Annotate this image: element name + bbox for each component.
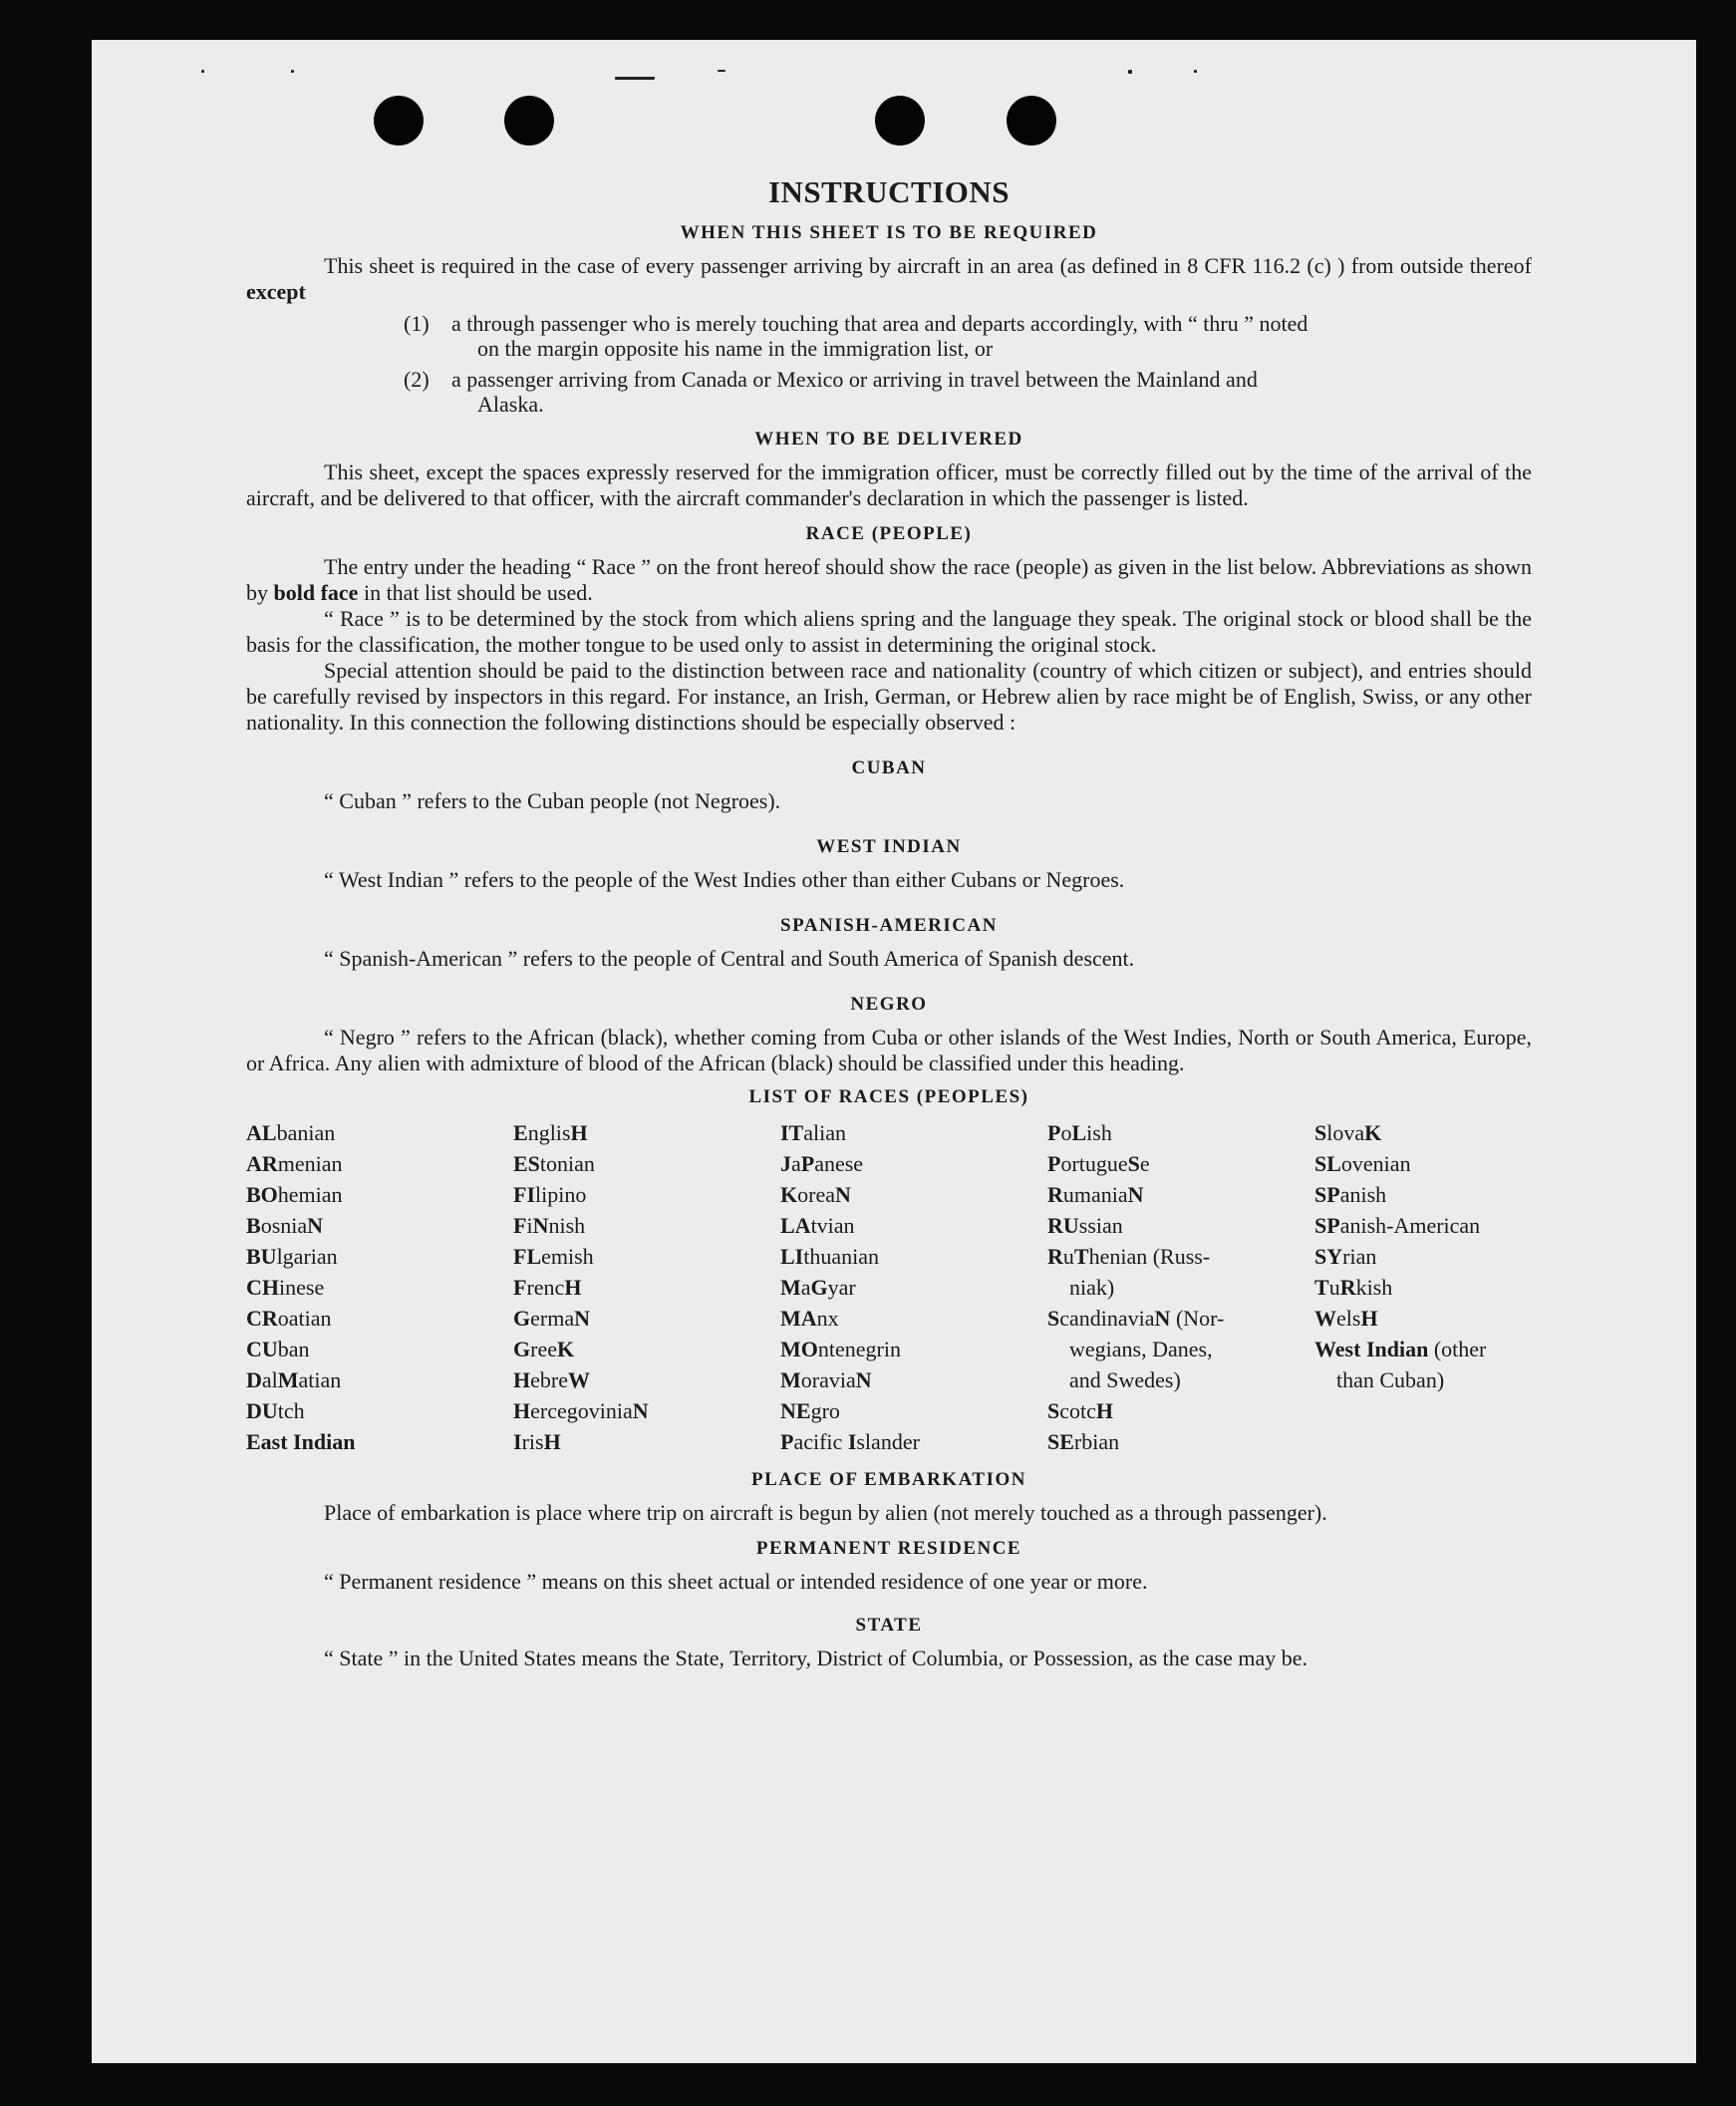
- paragraph-embarkation: Place of embarkation is place where trip on aircraft is begun by alien (not merely touched as a through passenger).: [324, 1500, 1327, 1525]
- race-entry: WelsH: [1314, 1306, 1378, 1331]
- race-entry: West Indian (other than Cuban): [1314, 1337, 1487, 1392]
- race-entry: ScotcH: [1047, 1398, 1114, 1423]
- races-column: [1314, 1117, 1582, 1457]
- paragraph-cuban: “ Cuban ” refers to the Cuban people (not Negroes).: [324, 788, 781, 813]
- exception-item-2: (2) a passenger arriving from Canada or Mexico or arriving in travel between the Mainland and Alaska.: [404, 367, 1258, 417]
- race-entry: MOntenegrin: [780, 1337, 901, 1361]
- race-entry: Pacific Islander: [780, 1429, 920, 1454]
- scan-speck: [201, 70, 204, 73]
- race-entry: HebreW: [513, 1367, 590, 1392]
- paragraph-permanent-residence: “ Permanent residence ” means on this sheet actual or intended residence of one year or more.: [324, 1569, 1148, 1594]
- heading-list-of-races: LIST OF RACES (PEOPLES): [748, 1086, 1029, 1107]
- race-entry: CUban: [246, 1337, 310, 1361]
- races-column: [246, 1117, 513, 1457]
- heading-negro: NEGRO: [850, 994, 928, 1015]
- race-entry: BosniaN: [246, 1213, 324, 1238]
- race-entry: EnglisH: [513, 1120, 588, 1145]
- instructions-content: [246, 174, 1532, 1671]
- paragraph-spanish-american: “ Spanish-American ” refers to the people of Central and South America of Spanish descent.: [324, 946, 1135, 971]
- race-entry: ALbanian: [246, 1120, 336, 1145]
- scan-speck: [1194, 70, 1197, 73]
- race-entry: SPanish: [1314, 1182, 1387, 1207]
- race-entry: SlovaK: [1314, 1120, 1382, 1145]
- race-entry: SYrian: [1314, 1244, 1377, 1269]
- race-entry: FLemish: [513, 1244, 594, 1269]
- race-entry: FrencH: [513, 1275, 582, 1300]
- paragraph-negro: “ Negro ” refers to the African (black), whether coming from Cuba or other islands of the West Indies, North or South America, Europe, or Africa. Any alien with admixture of blood of the African (black) should be classified under this heading.: [246, 1025, 1532, 1075]
- paragraph-state: “ State ” in the United States means the State, Territory, District of Columbia, or Possession, as the case may be.: [324, 1646, 1308, 1670]
- races-list: [246, 1117, 1532, 1457]
- scan-speck: [615, 77, 655, 80]
- heading-permanent-residence: PERMANENT RESIDENCE: [755, 1538, 1022, 1559]
- race-entry: ARmenian: [246, 1151, 343, 1176]
- races-column: [513, 1117, 780, 1457]
- race-entry: ITalian: [780, 1120, 847, 1145]
- race-entry: BUlgarian: [246, 1244, 338, 1269]
- scan-speck: [291, 70, 294, 73]
- race-entry: BOhemian: [246, 1182, 343, 1207]
- race-entry: JaPanese: [780, 1151, 864, 1176]
- race-entry: MaGyar: [780, 1275, 856, 1300]
- scan-speck: [718, 70, 725, 72]
- race-entry: East Indian: [246, 1429, 356, 1454]
- race-entry: RUssian: [1047, 1213, 1123, 1238]
- paragraph-race-3: Special attention should be paid to the distinction between race and nationality (country of which citizen or subject), and entries should be carefully revised by inspectors in this regard. For instance, an Irish, German, or Hebrew alien by race might be of English, Swiss, or any other nationality. In this connection the following distinctions should be especially observed :: [246, 658, 1532, 735]
- paragraph-race-2: “ Race ” is to be determined by the stock from which aliens spring and the language they speak. The original stock or blood shall be the basis for the classification, the mother tongue to be used only to assist in determining the original stock.: [246, 606, 1532, 657]
- exception-item-1: (1) a through passenger who is merely touching that area and departs accordingly, with “ thru ” noted on the margin opposite his name in the immigration list, or: [404, 311, 1308, 361]
- races-column: [780, 1117, 1047, 1457]
- race-entry: PortugueSe: [1047, 1151, 1150, 1176]
- heading-cuban: CUBAN: [851, 757, 927, 778]
- punch-hole: [504, 96, 554, 146]
- race-entry: CRoatian: [246, 1306, 332, 1331]
- punch-hole: [875, 96, 925, 146]
- race-entry: FiNnish: [513, 1213, 586, 1238]
- race-entry: SPanish-American: [1314, 1213, 1481, 1238]
- scan-speck: [1128, 70, 1132, 74]
- document-sheet: [92, 40, 1696, 2063]
- punch-hole: [1007, 96, 1056, 146]
- paragraph-when-delivered: This sheet, except the spaces expressly reserved for the immigration officer, must be correctly filled out by the time of the arrival of the aircraft, and be delivered to that officer, with the aircraft commander's declaration in which the passenger is listed.: [246, 459, 1532, 510]
- race-entry: DUtch: [246, 1398, 305, 1423]
- heading-when-required: WHEN THIS SHEET IS TO BE REQUIRED: [680, 222, 1098, 243]
- race-entry: CHinese: [246, 1275, 325, 1300]
- race-entry: MoraviaN: [780, 1367, 872, 1392]
- race-entry: RuThenian (Russ- niak): [1047, 1244, 1211, 1300]
- race-entry: EStonian: [513, 1151, 595, 1176]
- page-title: INSTRUCTIONS: [767, 174, 1010, 209]
- punch-hole: [374, 96, 424, 146]
- heading-state: STATE: [855, 1615, 923, 1636]
- heading-west-indian: WEST INDIAN: [816, 836, 962, 857]
- race-entry: IrisH: [513, 1429, 561, 1454]
- race-entry: DalMatian: [246, 1367, 342, 1392]
- heading-when-delivered: WHEN TO BE DELIVERED: [754, 429, 1023, 450]
- race-entry: KoreaN: [780, 1182, 851, 1207]
- heading-spanish-american: SPANISH-AMERICAN: [780, 915, 998, 936]
- race-entry: LIthuanian: [780, 1244, 880, 1269]
- race-entry: SLovenian: [1314, 1151, 1411, 1176]
- race-entry: SErbian: [1047, 1429, 1120, 1454]
- heading-embarkation: PLACE OF EMBARKATION: [751, 1469, 1026, 1490]
- race-entry: MAnx: [780, 1306, 839, 1331]
- paragraph-when-required: This sheet is required in the case of every passenger arriving by aircraft in an area (as defined in 8 CFR 116.2 (c) ) from outside thereof except: [246, 253, 1532, 304]
- paragraph-race-1: The entry under the heading “ Race ” on the front hereof should show the race (people) as given in the list below. Abbreviations as shown by bold face in that list should be used.: [246, 554, 1532, 605]
- paragraph-west-indian: “ West Indian ” refers to the people of the West Indies other than either Cubans or Negroes.: [324, 867, 1125, 892]
- race-entry: FIlipino: [513, 1182, 587, 1207]
- heading-race: RACE (PEOPLE): [805, 523, 973, 544]
- race-entry: TuRkish: [1314, 1275, 1393, 1300]
- race-entry: GreeK: [513, 1337, 575, 1361]
- race-entry: GermaN: [513, 1306, 590, 1331]
- race-entry: LAtvian: [780, 1213, 855, 1238]
- race-entry: HercegoviniaN: [513, 1398, 649, 1423]
- race-entry: RumaniaN: [1047, 1182, 1144, 1207]
- race-entry: ScandinaviaN (Nor- wegians, Danes,: [1047, 1306, 1225, 1361]
- race-entry: NEgro: [780, 1398, 840, 1423]
- race-entry: PoLish: [1047, 1120, 1112, 1145]
- races-column: [1047, 1117, 1314, 1457]
- race-entry: and Swedes): [1069, 1367, 1181, 1392]
